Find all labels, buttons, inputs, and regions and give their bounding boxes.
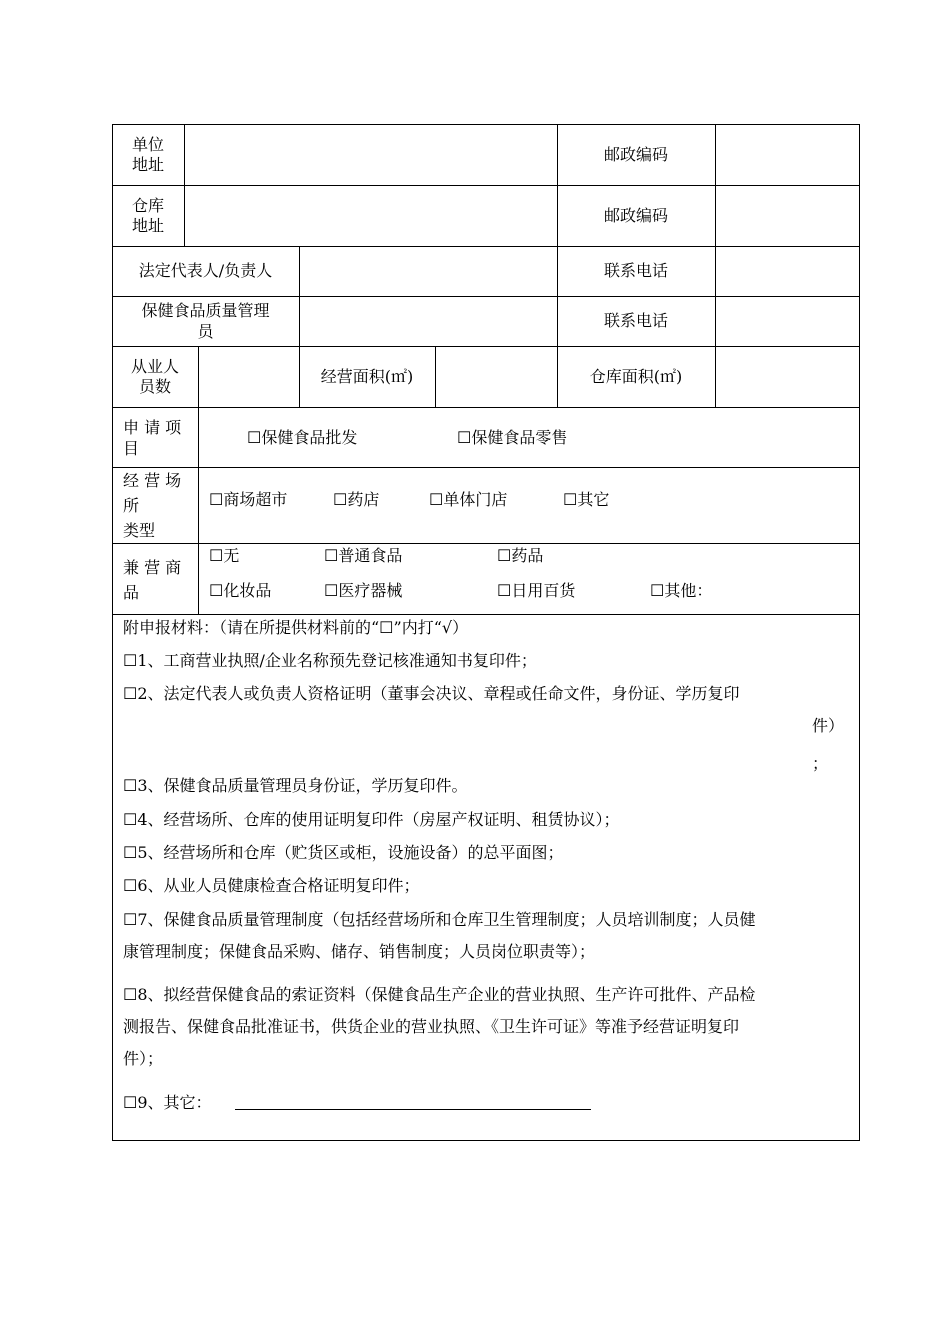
material-item-3[interactable]: ☐3、保健食品质量管理员身份证，学历复印件。	[123, 776, 468, 795]
material-item-8[interactable]: ☐8、拟经营保健食品的索证资料（保健食品生产企业的营业执照、生产许可批件、产品检	[123, 985, 756, 1004]
material-item-7-cont: 康管理制度；保健食品采购、储存、销售制度；人员岗位职责等）；	[123, 942, 596, 961]
warehouse-address-label: 仓库	[131, 196, 164, 215]
checkbox-cosmetics[interactable]: ☐化妆品	[209, 581, 272, 600]
checkbox-daily-goods[interactable]: ☐日用百货	[497, 581, 576, 600]
business-area-label: 经营面积(㎡)	[320, 367, 414, 386]
checkbox-none[interactable]: ☐无	[209, 546, 240, 565]
material-item-8-cont: 件）；	[123, 1049, 164, 1068]
phone-field[interactable]	[717, 298, 857, 344]
quality-manager-field[interactable]	[301, 298, 555, 344]
warehouse-address-label: 地址	[131, 216, 164, 235]
row-divider	[112, 185, 860, 186]
row-divider	[112, 246, 860, 247]
material-item-4[interactable]: ☐4、经营场所、仓库的使用证明复印件（房屋产权证明、租赁协议）；	[123, 810, 620, 829]
col-divider	[715, 124, 716, 407]
venue-type-label: 所	[123, 496, 140, 515]
materials-heading: 附申报材料：（请在所提供材料前的“☐”内打“√）	[123, 618, 469, 637]
material-item-6[interactable]: ☐6、从业人员健康检查合格证明复印件；	[123, 876, 420, 895]
unit-address-label: 地址	[131, 155, 164, 174]
other-input-underline[interactable]	[235, 1109, 591, 1110]
quality-manager-label: 保健食品质量管理	[141, 301, 270, 320]
unit-address-label: 单位	[131, 135, 164, 154]
col-divider	[435, 346, 436, 407]
venue-type-label: 经 营 场	[123, 471, 182, 490]
staff-count-label: 员数	[138, 377, 171, 396]
checkbox-single-store[interactable]: ☐单体门店	[429, 490, 508, 509]
legal-rep-label: 法定代表人/负责人	[138, 261, 273, 280]
material-item-2-cont: 件）	[812, 716, 845, 735]
phone-label: 联系电话	[603, 261, 668, 280]
postal-code-field[interactable]	[717, 188, 857, 244]
row-divider	[112, 467, 860, 468]
staff-count-label: 从业人	[130, 357, 179, 376]
checkbox-venue-other[interactable]: ☐其它	[563, 490, 610, 509]
row-divider	[112, 543, 860, 544]
unit-address-field[interactable]	[186, 127, 554, 183]
checkbox-medical-devices[interactable]: ☐医疗器械	[324, 581, 403, 600]
row-divider	[112, 296, 860, 297]
postal-code-label: 邮政编码	[603, 206, 668, 225]
side-goods-label: 品	[123, 583, 140, 602]
apply-item-label: 目	[123, 439, 140, 458]
checkbox-pharmacy[interactable]: ☐药店	[333, 490, 380, 509]
staff-count-field[interactable]	[200, 348, 297, 405]
material-item-2-cont: ；	[812, 754, 829, 773]
checkbox-supermarket[interactable]: ☐商场超市	[209, 490, 288, 509]
quality-manager-label: 员	[197, 322, 214, 341]
apply-item-label: 申 请 项	[123, 418, 182, 437]
legal-rep-field[interactable]	[301, 248, 555, 294]
venue-type-label: 类型	[123, 521, 156, 540]
postal-code-field[interactable]	[717, 127, 857, 183]
material-item-1[interactable]: ☐1、工商营业执照/企业名称预先登记核准通知书复印件；	[123, 651, 537, 670]
material-item-2[interactable]: ☐2、法定代表人或负责人资格证明（董事会决议、章程或任命文件，身份证、学历复印	[123, 684, 740, 703]
material-item-9[interactable]: ☐9、其它：	[123, 1093, 212, 1112]
warehouse-area-field[interactable]	[717, 348, 857, 405]
row-divider	[112, 346, 860, 347]
phone-field[interactable]	[717, 248, 857, 294]
checkbox-general-food[interactable]: ☐普通食品	[324, 546, 403, 565]
side-goods-label: 兼 营 商	[123, 558, 182, 577]
checkbox-wholesale[interactable]: ☐保健食品批发	[247, 428, 358, 447]
checkbox-retail[interactable]: ☐保健食品零售	[457, 428, 568, 447]
warehouse-area-label: 仓库面积(㎡)	[589, 367, 683, 386]
material-item-7[interactable]: ☐7、保健食品质量管理制度（包括经营场所和仓库卫生管理制度；人员培训制度；人员健	[123, 910, 756, 929]
row-divider	[112, 614, 860, 615]
phone-label: 联系电话	[603, 311, 668, 330]
business-area-field[interactable]	[437, 348, 555, 405]
checkbox-goods-other[interactable]: ☐其他：	[650, 581, 713, 600]
material-item-5[interactable]: ☐5、经营场所和仓库（贮货区或柜，设施设备）的总平面图；	[123, 843, 564, 862]
warehouse-address-field[interactable]	[186, 188, 554, 244]
row-divider	[112, 407, 860, 408]
postal-code-label: 邮政编码	[603, 145, 668, 164]
checkbox-drugs[interactable]: ☐药品	[497, 546, 544, 565]
col-divider	[184, 124, 185, 246]
col-divider	[198, 346, 199, 614]
material-item-8-cont: 测报告、保健食品批准证书，供货企业的营业执照、《卫生许可证》等准予经营证明复印	[123, 1017, 740, 1036]
